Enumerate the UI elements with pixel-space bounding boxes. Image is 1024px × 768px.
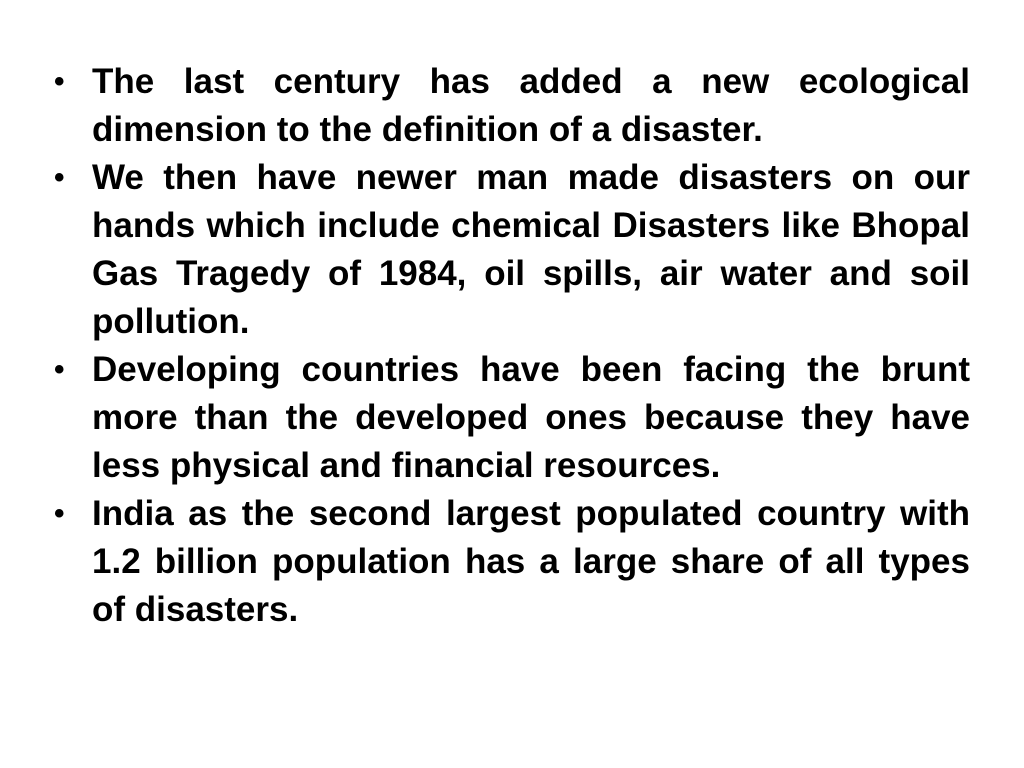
bullet-icon: • — [54, 353, 65, 386]
bullet-item-india-population — [52, 490, 970, 634]
bullet-text: We then have newer man made disasters on our hands which include chemical Disasters like Bhopal Gas Tragedy of 1984, oil spills, air water and soil pollution. — [92, 158, 970, 341]
bullet-text: India as the second largest populated country with 1.2 billion population has a large share of all types of disasters. — [92, 494, 970, 629]
bullet-icon: • — [54, 161, 65, 194]
bullet-icon: • — [54, 65, 65, 98]
bullet-text: The last century has added a new ecological dimension to the definition of a disaster. — [92, 62, 970, 149]
bullet-text: Developing countries have been facing the brunt more than the developed ones because they have less physical and financial resources. — [92, 350, 970, 485]
bullet-item-man-made-disasters — [52, 154, 970, 346]
bullet-item-developing-countries — [52, 346, 970, 490]
bullet-item-ecological-dimension — [52, 58, 970, 154]
bullet-list — [52, 58, 970, 634]
bullet-icon: • — [54, 497, 65, 530]
